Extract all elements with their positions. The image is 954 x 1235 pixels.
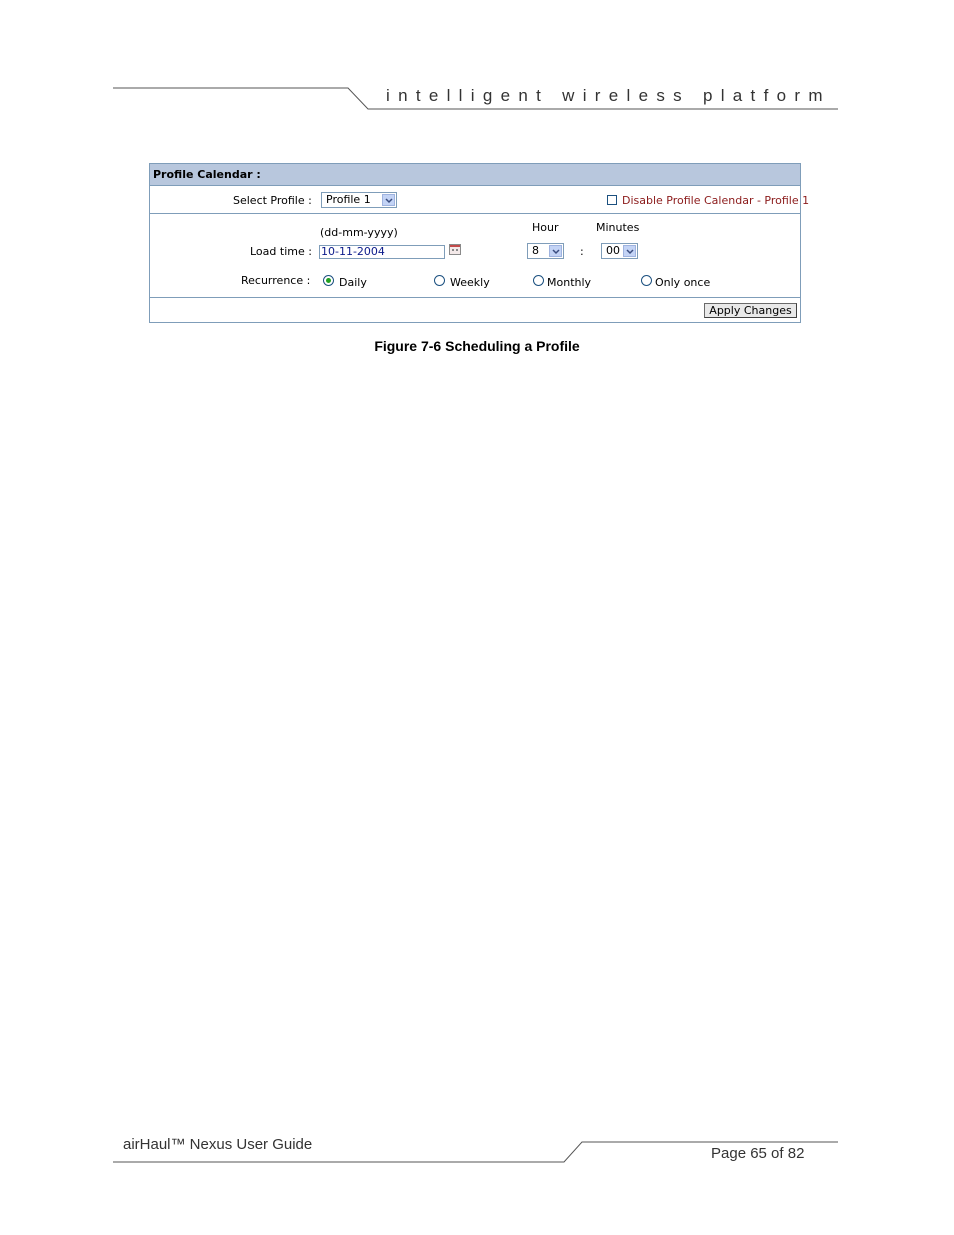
footer-title: airHaul™ Nexus User Guide — [123, 1136, 313, 1153]
footer-page-number: Page 65 of 82 — [711, 1145, 805, 1162]
chevron-down-icon — [382, 194, 395, 206]
minutes-select[interactable] — [601, 243, 638, 259]
date-format-hint: (dd-mm-yyyy) — [320, 226, 398, 239]
panel-title: Profile Calendar : — [150, 164, 800, 186]
chevron-down-icon — [623, 245, 636, 257]
recurrence-label: Recurrence : — [241, 274, 311, 287]
chevron-down-icon — [549, 245, 562, 257]
row-divider — [150, 213, 800, 214]
recurrence-monthly-radio[interactable] — [533, 275, 544, 286]
figure-caption: Figure 7-6 Scheduling a Profile — [374, 338, 580, 354]
profile-select-value: Profile 1 — [326, 193, 371, 206]
recurrence-weekly-radio[interactable] — [434, 275, 445, 286]
calendar-icon[interactable] — [449, 244, 461, 255]
recurrence-daily-radio[interactable] — [323, 275, 334, 286]
recurrence-monthly-label: Monthly — [547, 276, 592, 289]
profile-select[interactable] — [321, 192, 397, 208]
header-tagline: intelligent wireless platform — [386, 86, 831, 105]
load-time-label: Load time : — [250, 245, 312, 258]
hour-label: Hour — [532, 221, 559, 234]
minutes-select-value: 00 — [606, 244, 620, 257]
recurrence-weekly-label: Weekly — [450, 276, 490, 289]
apply-changes-button[interactable]: Apply Changes — [704, 303, 797, 318]
disable-calendar-checkbox[interactable] — [607, 195, 617, 205]
recurrence-daily-label: Daily — [339, 276, 367, 289]
row-divider — [150, 297, 800, 298]
minutes-label: Minutes — [596, 221, 640, 234]
load-date-input[interactable]: 10-11-2004 — [319, 245, 445, 259]
profile-calendar-panel — [149, 163, 810, 323]
recurrence-once-radio[interactable] — [641, 275, 652, 286]
disable-calendar-label: Disable Profile Calendar - Profile 1 — [622, 194, 810, 207]
time-colon: : — [580, 245, 584, 258]
recurrence-once-label: Only once — [655, 276, 711, 289]
hour-select-value: 8 — [532, 244, 539, 257]
select-profile-label: Select Profile : — [233, 194, 312, 207]
hour-select[interactable] — [527, 243, 564, 259]
